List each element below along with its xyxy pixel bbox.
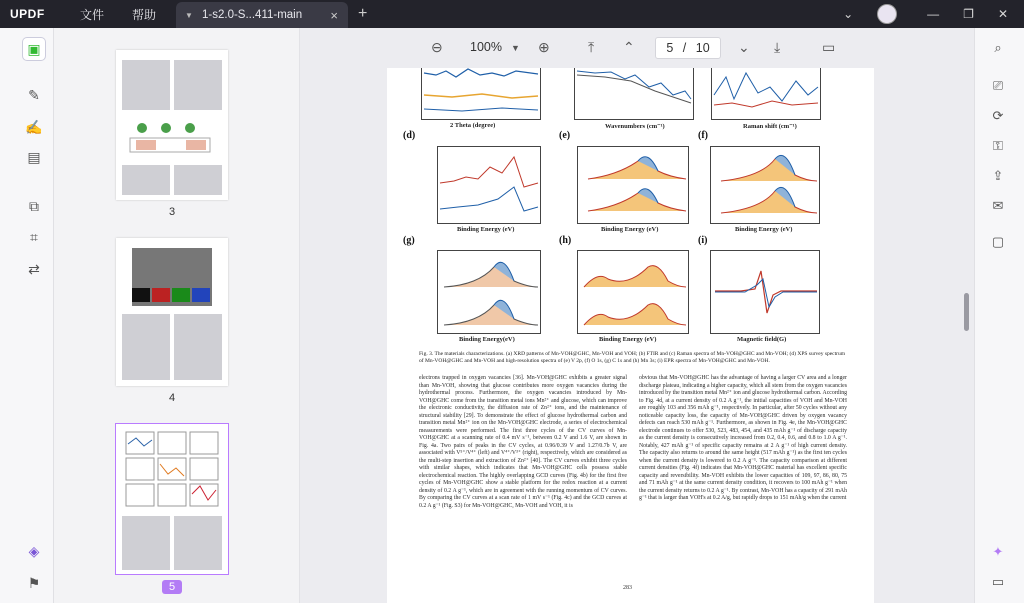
window-controls	[843, 0, 1024, 28]
page-footer-number: 283	[623, 585, 632, 591]
page-separator: /	[682, 41, 687, 55]
crop-icon[interactable]: ⌗	[30, 228, 38, 245]
tab-close-icon[interactable]: ×	[330, 7, 338, 23]
thumbnail-label-5: 5	[162, 580, 182, 594]
zoom-level[interactable]: 100%	[470, 40, 502, 54]
thumbnail-panel	[54, 28, 300, 603]
thumbnail-page-3-preview	[116, 50, 228, 200]
presentation-icon[interactable]: ▭	[822, 39, 836, 55]
chart-c1s	[437, 250, 541, 334]
app-logo: UPDF	[10, 7, 45, 21]
chart-o1s	[710, 146, 820, 224]
menu-file[interactable]: 文件	[80, 7, 105, 22]
xlabel-xrd: 2 Theta (degree)	[450, 122, 496, 129]
total-pages: 10	[695, 41, 710, 55]
ocr-icon[interactable]: ⎚	[992, 78, 1004, 93]
current-page: 5	[666, 41, 674, 55]
xlabel-v2p: Binding Energy (eV)	[601, 226, 659, 233]
body-column-right: obvious that Mn-VOH@GHC has the advantage of having a larger CV area and a longer discharge plateau, indicating a higher capacity, which all stem from the oxygen vacancies introduced by the transition metal Mn²⁺ ion and glucose hydrothermal carbon. According to Fig. 4d, at a current density of 0.2 A g⁻¹, the initial capacities of VOH and Mn-VOH are roughly 103 and 356 mAh g⁻¹, respectively. In particular, after 50 cycles without any noticeable capacity loss, the capacity of Mn-VOH@GHC driven by oxygen vacancy defects can reach 530 mAh g⁻¹. Furthermore, as shown in Fig. 4e, the Mn-VOH@GHC electrode continues to offer 530, 523, 483, 454, and 435 mAh g⁻¹ of discharge capacity as the current density is consecutively increased from 0.2, 0.4, 0.6, and 0.8 to 1.0 A g⁻¹. Notably, 427 mAh g⁻¹ of specific capacity remains at 2 A g⁻¹ of high current density. The capacity also returns to around the same height (517 mAh g⁻¹) as the first ten cycles when the current density is lowered to 0.2 A g⁻¹. The capacity comparison at different current densities (Fig. 4f) indicates that Mn-VOH@GHC material has excellent specific capacity and reversibility. Mn-VOH exhibits the lower capacities of 109, 97, 86, 80, 75 and 71 mAh g⁻¹ at the same current density condition, it recovers to 100 mAh g⁻¹ when the current density returns to 0.2 A g⁻¹. By contrast, Mn-VOH has a capacity of 291 mAh g⁻¹ that is larger than VOH's at 0.2 A/g, but rapidly drops to 151 mAh/g when the current	[639, 375, 847, 501]
figure-caption: Fig. 3. The materials characterizations. (a) XRD patterns of Mn-VOH@GHC, Mn-VOH and VOH; (b) FTIR and (c) Raman spectra of Mn-VOH@GHC and Mn-VOH; (d) XPS survey spectrum of Mn-VOH@GHC and Mn-VOH and high-resolution spectra of (e) V 2p, (f) O 1s, (g) C 1s and (h) Mn 3s; (i) EPR spectra of Mn-VOH@GHC and Mn-VOH.	[419, 351, 846, 364]
document-tab[interactable]	[176, 2, 348, 28]
panel-label-e: (e)	[559, 130, 571, 141]
panel-label-i: (i)	[698, 235, 708, 246]
organize-pages-icon[interactable]: ⧉	[29, 197, 39, 214]
chart-epr	[710, 250, 820, 334]
search-icon[interactable]: ⌕	[994, 40, 1002, 55]
minimize-icon[interactable]: —	[927, 7, 940, 21]
view-toolbar	[300, 28, 974, 68]
app-body	[0, 28, 1024, 603]
xlabel-c1s: Binding Energy(eV)	[459, 336, 515, 343]
zoom-out-icon[interactable]: ⊖	[431, 39, 443, 55]
chart-raman	[711, 68, 821, 120]
chart-xrd	[421, 68, 541, 120]
comment-icon[interactable]: ▭	[991, 574, 1005, 589]
chevron-down-icon[interactable]: ⌄	[843, 7, 854, 21]
right-toolbar	[974, 28, 1024, 603]
thumbnail-page-5[interactable]	[116, 424, 228, 574]
panel-label-h: (h)	[559, 235, 572, 246]
xlabel-ftir: Wavenumbers (cm⁻¹)	[605, 123, 665, 130]
vertical-scrollbar[interactable]	[964, 293, 969, 331]
layers-icon[interactable]: ◈	[28, 542, 40, 559]
document-viewer	[300, 28, 974, 603]
restore-icon[interactable]: ❐	[963, 7, 974, 21]
zoom-dropdown-icon[interactable]: ▼	[511, 43, 520, 53]
edit-icon[interactable]: ✍	[25, 118, 43, 135]
tab-title: 1-s2.0-S...411-main	[202, 9, 303, 21]
thumbnail-page-3[interactable]	[116, 50, 228, 200]
thumbnail-page-5-preview	[116, 424, 228, 574]
pdf-page	[387, 68, 874, 603]
title-bar	[0, 0, 1024, 28]
thumbnail-label-3: 3	[168, 206, 176, 218]
thumbnail-page-4-preview	[116, 238, 228, 386]
highlighter-icon[interactable]: ✎	[28, 86, 40, 103]
panel-label-f: (f)	[698, 130, 708, 141]
ai-assistant-icon[interactable]: ✦	[992, 544, 1004, 559]
chart-mn3s	[577, 250, 689, 334]
chart-xps-survey	[437, 146, 541, 224]
close-icon[interactable]: ✕	[997, 7, 1008, 21]
body-column-left: electrons trapped in oxygen vacancies [36]. Mn-VOH@GHC exhibits a greater signal than Mn-VOH, showing that glucose contributes more oxygen vacancies during the hydrothermal process. Furthermore, the oxygen vacancies introduced by Mn-VOH@GHC come from the transition metal ions Mn²⁺ and glucose, which can improve the electronic conductivity, the diffusion rate of Zn²⁺ ions, and the maintenance of structural stability [29]. To demonstrate the effect of glucose hydrothermal carbon and transition metal Mn²⁺ ion on the Mn-VOH@GHC electrode, a series of electrochemical measurements were performed. The first three cycles of the CV curves of Mn-VOH@GHC at a scanning rate of 0.4 mV s⁻¹, between 0.2 V and 1.6 V, are shown in Fig. 4a. Two pairs of peaks in the CV cycles, at 0.96/0.39 V and 1.27/0.7b V, are associated with V⁵⁺/V⁴⁺ (left) and V⁴⁺/V³⁺ (right), respectively, which are considered as the multi-step insertion and extraction of Zn²⁺ [40]. The CV curves exhibit three cycles with similar shapes, which indicates that Mn-VOH@GHC cells possess stable electrochemical reaction. The highly overlapping GCD curves (Fig. 4b) for the first five cycles of Mn-VOH@GHC show a stable platform for the redox reaction at a current density of 0.2 A g⁻¹, which are in agreement with the running momentum of CV curves. By comparing the CV curves at a scan rate of 1 mV s⁻¹ (Fig. 4c) and the GCD curves at 0.2 A g⁻¹ (Fig. S3) for Mn-VOH@GHC, Mn-VOH and VOH, it is	[419, 375, 627, 509]
xlabel-mn3s: Binding Energy (eV)	[599, 336, 657, 343]
thumbnail-label-4: 4	[168, 392, 176, 404]
first-page-icon[interactable]: ⤒	[588, 39, 595, 55]
zoom-in-icon[interactable]: ⊕	[538, 39, 550, 55]
menu-help[interactable]: 帮助	[132, 7, 157, 22]
xlabel-xps-survey: Binding Energy (eV)	[457, 226, 515, 233]
xlabel-o1s: Binding Energy (eV)	[735, 226, 793, 233]
panel-label-g: (g)	[403, 235, 415, 246]
form-icon[interactable]: ▤	[27, 148, 41, 165]
convert-file-icon[interactable]: ⟳	[992, 108, 1004, 123]
reader-icon[interactable]: ▣	[23, 38, 45, 60]
left-toolbar	[0, 28, 54, 603]
save-icon[interactable]: ▢	[991, 234, 1005, 249]
share-icon[interactable]: ⇪	[992, 168, 1004, 183]
previous-page-icon[interactable]: ⌃	[623, 39, 635, 55]
thumbnail-page-4[interactable]	[116, 238, 228, 386]
next-page-icon[interactable]: ⌄	[738, 39, 750, 55]
avatar[interactable]	[877, 4, 897, 24]
new-tab-button[interactable]: +	[358, 5, 368, 22]
page-number-input[interactable]	[655, 37, 721, 59]
tab-dropdown-icon[interactable]: ▼	[185, 10, 193, 20]
xlabel-raman: Raman shift (cm⁻¹)	[743, 123, 797, 130]
bookmark-icon[interactable]: ⚑	[27, 574, 41, 591]
email-icon[interactable]: ✉	[992, 198, 1004, 213]
last-page-icon[interactable]: ⤓	[774, 39, 781, 55]
xlabel-epr: Magnetic field(G)	[737, 336, 787, 343]
convert-icon[interactable]: ⇄	[28, 260, 40, 277]
protect-icon[interactable]: ⚿	[993, 138, 1003, 153]
chart-v2p	[577, 146, 689, 224]
panel-label-d: (d)	[403, 130, 416, 141]
chart-ftir	[574, 68, 694, 120]
